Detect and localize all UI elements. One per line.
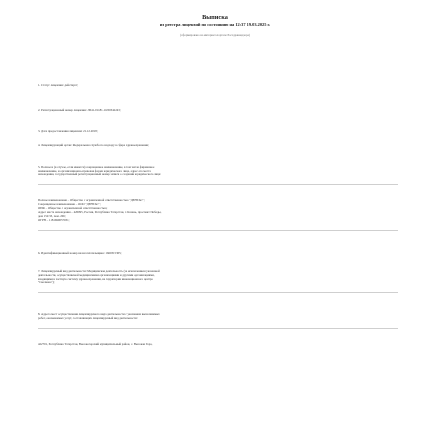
document-header [0,14,430,37]
license-item-line: "Сколково"); [38,280,55,285]
license-item [38,84,398,88]
license-item [38,252,398,256]
license-item [38,109,398,113]
license-item [38,144,398,148]
license-item [38,343,398,347]
license-item [38,270,398,286]
section-divider [38,292,398,293]
license-item-line: Адрес места нахождения – 420095, Россия, Республика Татарстан, г. Казань, проспект Победы, [38,210,162,215]
license-item-line: 6. Идентификационный номер налогоплательщика: 1660315305; [38,250,122,255]
license-item-line: 7. Лицензируемый вид деятельности: Медицинская деятельность (за исключением указанной [38,268,160,273]
license-item-line: работ, оказываемых услуг, составляющих лицензируемый вид деятельности: [38,316,138,321]
license-details [38,72,398,347]
license-item [38,199,398,222]
license-item-line: дом 152/33, пом. 206; [38,213,66,218]
license-item-line: 5. Полное и (в случае, если имеется) сокращенное наименование, в том числе фирменное [38,164,155,169]
document-title: Выписка [202,14,228,21]
license-item-line: Сокращенное наименование – ООО "ДЕНТАС"; [38,202,101,207]
document-subtitle: из реестра лицензий по состоянию на 12:37 19.03.2025 г. [159,22,271,27]
license-item-line: 422701, Республика Татарстан, Высокогорский муниципальный район, с. Высокая Гора, [38,342,153,347]
document-source-note: (сформировано на интернет-портале Росздравнадзора) [180,33,250,37]
license-item-line: 3. Дата предоставления лицензии: 21.12.2018; [38,128,98,133]
section-divider [38,328,398,329]
section-divider [38,184,398,185]
license-item-line: Полное наименование – Общество с ограниченной ответственностью "ДЕНТАС"; [38,198,145,203]
license-item-line: 1. Статус лицензии: действует; [38,83,79,87]
license-item-line: 4. Лицензирующий орган: Федеральная служба по надзору в сфере здравоохранения; [38,142,149,147]
section-divider [38,230,398,231]
license-item [38,130,398,134]
license-item-line: 8. Адреса мест осуществления лицензируемого вида деятельности с указанием выполняемых [38,312,160,317]
license-item-line: 2. Регистрационный номер лицензии: Л041-01181-16/00342243; [38,107,121,112]
license-item-line: ОГРН – 1181690057031; [38,217,70,222]
license-item-line: ОПФ – Общество с ограниченной ответственностью; [38,206,108,211]
license-item-line: наименование, и организационно-правовая форма юридического лица, адрес его места [38,168,151,173]
license-item-line: нахождения, государственный регистрационный номер записи о создании юридического лица: [38,172,162,177]
license-item-line: деятельности, осуществляемой медицинскими организациями и другими организациями, [38,272,155,277]
license-item [38,313,398,321]
license-item [38,166,398,178]
license-item-line: входящими в частную систему здравоохранения, на территории инновационного центра [38,276,153,281]
